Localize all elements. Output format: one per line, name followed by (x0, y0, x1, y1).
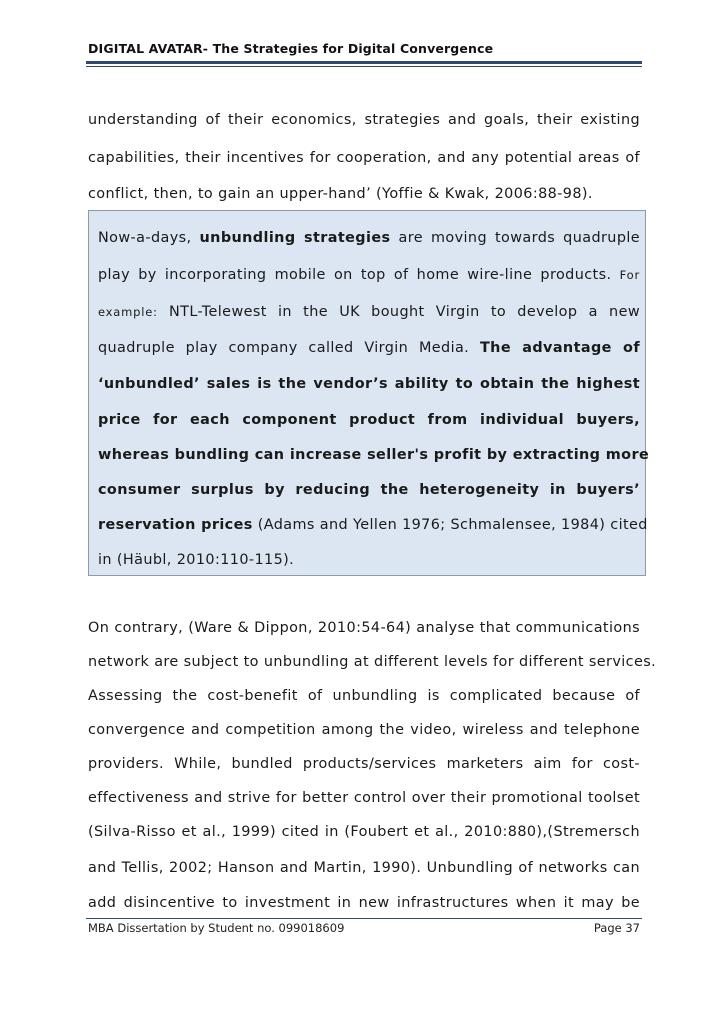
body-line-1: On contrary, (Ware & Dippon, 2010:54-64) analyse that communications (88, 620, 640, 636)
header-rule-thin (86, 66, 642, 67)
body-line-5: providers. While, bundled products/services marketers aim for cost- (88, 756, 640, 772)
intro-line-2: capabilities, their incentives for cooperation, and any potential areas of (88, 150, 640, 166)
footer-page-number: Page 37 (593, 921, 640, 935)
callout-line-5: ‘unbundled’ sales is the vendor’s ability to obtain the highest (98, 376, 640, 392)
callout-line-8: consumer surplus by reducing the heterogeneity in buyers’ (98, 482, 640, 498)
body-line-7: (Silva-Risso et al., 1999) cited in (Foubert et al., 2010:880),(Stremersch (88, 824, 640, 840)
callout-line-7: whereas bundling can increase seller's profit by extracting more (98, 447, 650, 463)
body-line-8: and Tellis, 2002; Hanson and Martin, 1990). Unbundling of networks can (88, 860, 640, 876)
body-line-3: Assessing the cost-benefit of unbundling is complicated because of (88, 688, 640, 704)
callout-line-10: in (Häubl, 2010:110-115). (98, 552, 295, 568)
header-rule (86, 61, 642, 64)
intro-line-1: understanding of their economics, strategies and goals, their existing (88, 112, 640, 128)
callout-line-4: quadruple play company called Virgin Media. The advantage of (98, 340, 641, 356)
callout-line-1: Now-a-days, unbundling strategies are moving towards quadruple (98, 230, 641, 246)
body-line-6: effectiveness and strive for better control over their promotional toolset (88, 790, 640, 806)
body-line-2: network are subject to unbundling at different levels for different services. (88, 654, 657, 670)
callout-line-6: price for each component product from individual buyers, (98, 412, 640, 428)
callout-line-9: reservation prices (Adams and Yellen 1976; Schmalensee, 1984) cited (98, 517, 648, 533)
body-line-4: convergence and competition among the video, wireless and telephone (88, 722, 640, 738)
page-header-title: DIGITAL AVATAR- The Strategies for Digital Convergence (88, 41, 494, 56)
footer-author: MBA Dissertation by Student no. 099018609 (88, 921, 345, 935)
intro-line-3: conflict, then, to gain an upper-hand’ (Yoffie & Kwak, 2006:88-98). (88, 186, 593, 202)
body-line-9: add disincentive to investment in new infrastructures when it may be (88, 895, 640, 911)
callout-line-3: example: NTL-Telewest in the UK bought Virgin to develop a new (98, 304, 640, 320)
callout-line-2: play by incorporating mobile on top of home wire-line products. For (98, 267, 640, 283)
footer-rule (86, 918, 642, 919)
